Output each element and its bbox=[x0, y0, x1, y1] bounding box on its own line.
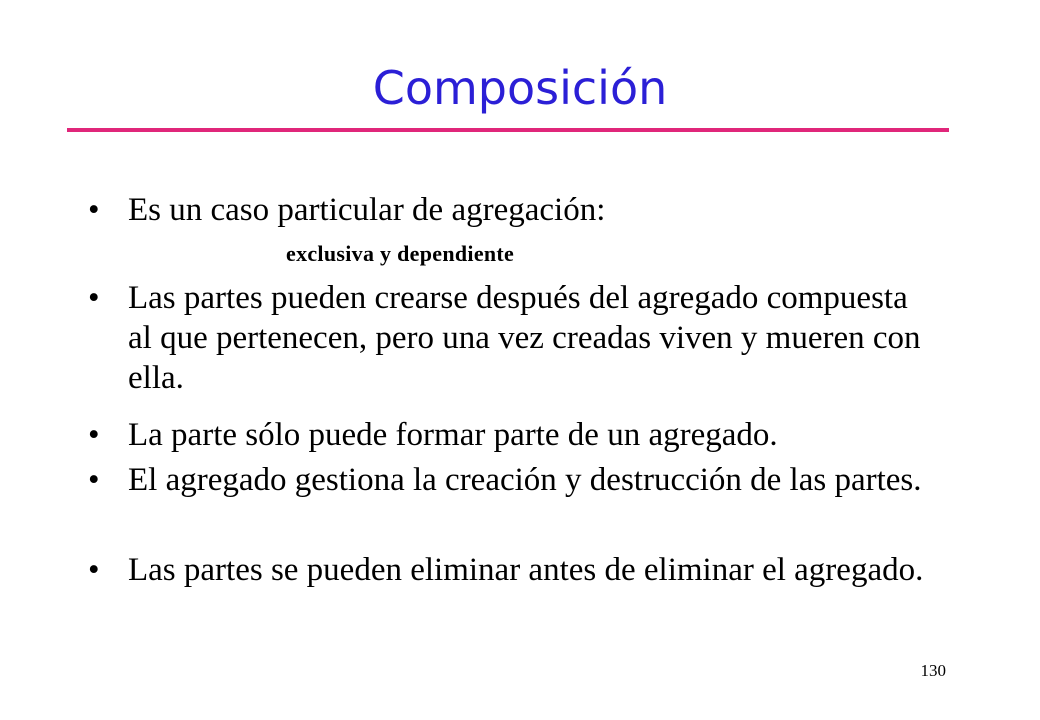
bullet-marker: • bbox=[88, 280, 100, 316]
page-number: 130 bbox=[920, 661, 946, 680]
bullet-item bbox=[88, 190, 938, 230]
bullet-text: Las partes se pueden eliminar antes de eliminar el agregado. bbox=[128, 552, 924, 588]
bullet-item bbox=[88, 278, 938, 398]
bullet-item bbox=[88, 550, 938, 590]
slide-title: Composición bbox=[372, 61, 668, 115]
bullet-text: El agregado gestiona la creación y destrucción de las partes. bbox=[128, 462, 922, 498]
bullet-marker: • bbox=[88, 192, 100, 228]
bullet-item bbox=[88, 415, 938, 455]
bullet-text: Las partes pueden crearse después del agregado compuesta al que pertenecen, pero una vez creadas viven y mueren con ella. bbox=[128, 280, 921, 396]
bullet-subnote: exclusiva y dependiente bbox=[286, 241, 515, 266]
bullet-text: La parte sólo puede formar parte de un agregado. bbox=[128, 417, 778, 453]
bullet-marker: • bbox=[88, 417, 100, 453]
bullet-marker: • bbox=[88, 552, 100, 588]
bullet-text: Es un caso particular de agregación: bbox=[128, 192, 606, 228]
bullet-marker: • bbox=[88, 462, 100, 498]
bullet-item bbox=[88, 460, 938, 500]
